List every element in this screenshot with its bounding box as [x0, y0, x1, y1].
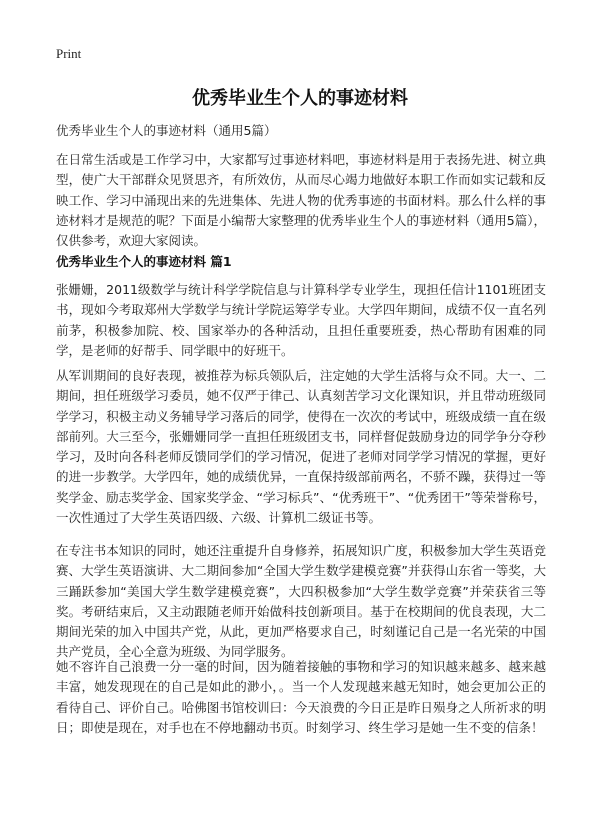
document-title: 优秀毕业生个人的事迹材料 — [192, 88, 408, 109]
print-link[interactable]: Print — [56, 46, 82, 61]
body-paragraph: 张姗姗，2011级数学与统计科学学院信息与计算科学专业学生，现担任信计1101班团支书，现如今考取郑州大学数学与统计学院运筹学专业。大学四年期间，成绩不仅一直名列前茅，积极参加院、校、国家举办的各种活动，且担任重要班委，热心帮助有困难的同学，是老师的好帮手、同学眼中的好班干。 — [56, 282, 546, 358]
intro-paragraph: 在日常生活或是工作学习中，大家都写过事迹材料吧，事迹材料是用于表扬先进、树立典型，使广大干部群众见贤思齐，有所效仿，从而尽心竭力地做好本职工作而如实记载和反映工作、学习中涌现出来的先进集体、先进人物的优秀事迹的书面材料。那么什么样的事迹材料才是规范的呢？下面是小编帮大家整理的优秀毕业生个人的事迹材料（通用5篇），仅供参考，欢迎大家阅读。 — [56, 152, 546, 249]
body-paragraph: 在专注书本知识的同时，她还注重提升自身修养，拓展知识广度，积极参加大学生英语竞赛、大学生英语演讲、大二期间参加“全国大学生数学建模竞赛”并获得山东省一等奖，大三踊跃参加“美国大学生数学建模竞赛”，大四积极参加“大学生数学竞赛”并荣获省三等奖。考研结束后，又主动跟随老师开始做科技创新项目。基于在校期间的优良表现，大二期间光荣的加入中国共产党，从此，更加严格要求自己，时刻谨记自己是一名光荣的中国共产党员，全心全意为班级、为同学服务。 — [56, 543, 546, 660]
body-paragraph: 从军训期间的良好表现，被推荐为标兵领队后，注定她的大学生活将与众不同。大一、二期间，担任班级学习委员，她不仅严于律己、认真刻苦学习文化课知识，并且带动班级同学学习，积极主动义务辅导学习落后的同学，使得在一次次的考试中，班级成绩一直在级部前列。大三至今，张姗姗同学一直担任班级团支书，同样督促鼓励身边的同学争分夺秒学习，及时向各科老师反馈同学们的学习情况，促进了老师对同学学习情况的掌握，更好的进一步教学。大学四年，她的成绩优异，一直保持级部前两名，不骄不躁，获得过一等奖学金、励志奖学金、国家奖学金、“学习标兵”、“优秀班干”、“优秀团干”等荣誉称号，一次性通过了大学生英语四级、六级、计算机二级证书等。 — [56, 368, 546, 526]
body-paragraph: 她不容许自己浪费一分一毫的时间，因为随着接触的事物和学习的知识越来越多、越来越丰富，她发现现在的自己是如此的渺小，。当一个人发现越来越无知时，她会更加公正的看待自己、评价自己。哈佛图书馆校训曰：今天浪费的今日正是昨日殒身之人所祈求的明日；即使是现在，对手也在不停地翻动书页。时刻学习、终生学习是她一生不变的信条！ — [56, 659, 546, 735]
section-heading: 优秀毕业生个人的事迹材料 篇1 — [56, 254, 232, 269]
document-subtitle: 优秀毕业生个人的事迹材料（通用5篇） — [56, 123, 277, 138]
